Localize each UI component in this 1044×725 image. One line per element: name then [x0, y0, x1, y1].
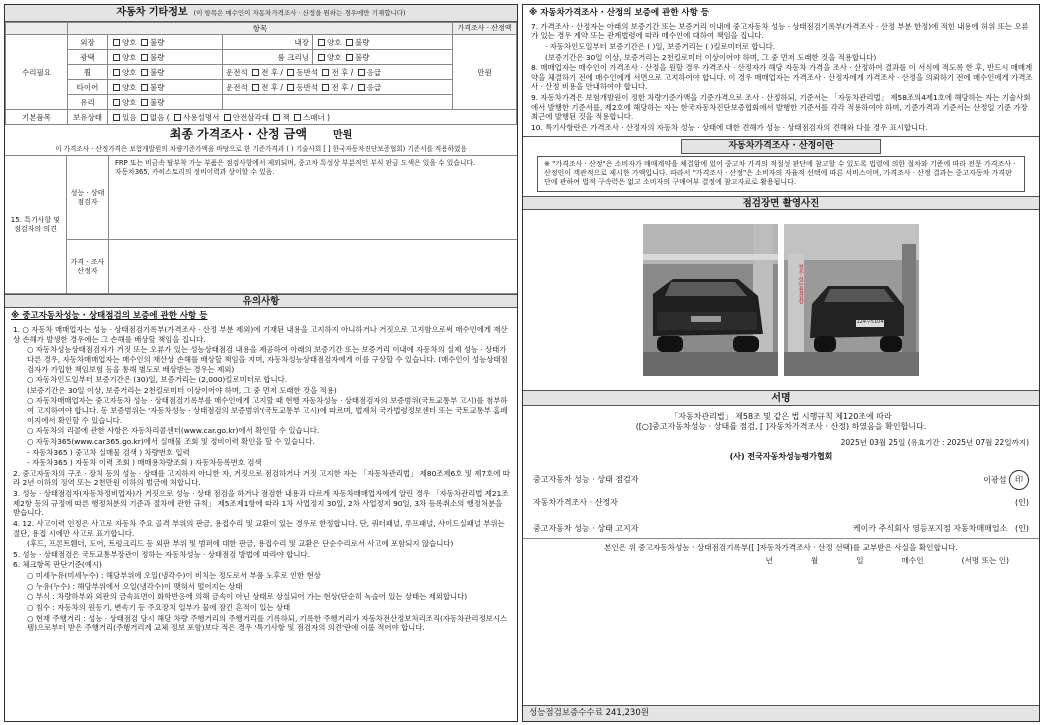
notice-item: ○ 자동차인도일부터 보증기간은 (30)일, 보증거리는 (2,000)킬로미터로 합니다.: [27, 375, 288, 385]
repair-label: 수리필요: [6, 35, 68, 110]
col-item: 항목: [68, 23, 453, 35]
notice-item: 2. 중고자동차의 구조 · 장치 등의 성능 · 상태를 고지하지 아니한 자, 거짓으로 점검하거나 거짓 고지한 자는 「자동차관리법」 제80조제6호 및 제7호에 따라 2년 이하의 징역 또는 2천만원 이하의 벌금에 처합니다.: [13, 468, 510, 488]
col-price: 가격조사 · 산정액: [453, 23, 517, 35]
left-column: [4, 4, 518, 722]
tire-positions[interactable]: 운전석 전 후 / 동반석 전 후 / 응급: [223, 80, 453, 95]
inspector-name: 이광섭: [983, 475, 1007, 485]
notice-item: (보증기간은 30일 이상, 보증거리는 2천킬로미터 이상이어야 하며, 그 중 먼저 도래한 것을 적용): [27, 385, 337, 395]
wheel-positions[interactable]: 운전석 전 후 / 동반석 전 후 / 응급: [223, 65, 453, 80]
pole-sign: 청우 성능점검장: [797, 263, 803, 305]
perf-label: 성능 · 상태 점검자: [67, 156, 109, 239]
notice-item: 10. 특기사항란은 가격조사 · 산정자의 자동차 성능 · 상태에 대한 견해가 성능 · 상태점검자의 견해와 다를 경우 표시합니다.: [531, 122, 928, 132]
notice-list: [5, 325, 517, 633]
notice-item: ○ 자동차성능상태점검자가 거짓 또는 오류가 있는 성능상태점검 내용을 제공하여 아래의 보증기간 또는 보증거리 이내에 자동차의 실제 성능 · 상태가 다른 경우, 자동차매매업자는 매수인의 재산상 손해를 배상할 책임을 지며, 자동차성능상태점검자에게 이를 구상할 수 있습니다. (매수인이 성능상태점검자가 가입한 책임보험 등을 통해 별도로 배상받는 경우는 제외): [27, 345, 508, 374]
notice-item: 7. 가격조사 · 산정자는 아래의 보증기간 또는 보증거리 이내에 중고자동차 성능 · 상태점검기록부(가격조사 · 산정 부분 한정)에 적힌 내용에 허위 또는 오류가 있는 경우 계약 또는 관계법령에 따라 매수인에 대하여 책임을 집니다.: [531, 21, 1029, 41]
inspection-photo-rear: [784, 224, 919, 376]
interior-options[interactable]: 양호 불량: [313, 35, 453, 50]
plate-number: 124수5104: [856, 318, 884, 325]
sign-dates: 2025년 03월 25일 (유효기간 : 2025년 07월 22일까지): [840, 437, 1029, 447]
notice-item: 4. 12. 사고이력 인정은 사고로 자동차 주요 골격 부위의 판금, 용접수리 및 교환이 있는 경우로 한정합니다. 단, 쿼터패널, 루프패널, 사이드실패널 부위는 절단, 용접 시에만 사고로 표기합니다.: [13, 518, 505, 538]
unit-label: 만원: [453, 35, 517, 110]
perf-text-1: FRP 또는 비금속 탈부착 가능 부품은 점검사항에서 제외되며, 중고차 특성상 부분적인 부식 판금 도색은 있을 수 있습니다.: [115, 159, 476, 168]
notice-item: - 자동차365 ) 자동차 이력 조회 ) 매매용차량조회 ) 자동차등록번호 검색: [27, 458, 262, 468]
special-label: 15. 특기사항 및 점검자의 의견: [5, 156, 67, 293]
photo-area: [523, 210, 1039, 390]
final-price-note: 이 가격조사 · 산정가격은 보험개발원의 차량기준가액을 바탕으로 한 기준가격과 ( ) 기술사회 [ ] 한국자동차진단보증협회) 기준서를 적용하였음: [5, 143, 517, 156]
tire-options[interactable]: 양호 불량: [108, 80, 223, 95]
notice-item: 9. 자동차가격은 보험개발원이 정한 차량기준가액을 기준가격으로 조사 · 산정하되, 기준서는 「자동차관리법」 제58조의4제1호에 해당하는 자는 기술사회에서 발행한 기준서를, 제2호에 해당하는 자는 한국자동차진단보증협회에서 발행한 기준서를 각각 적용하여야 하며, 기준가격과 기준서는 산정일 기준 가장 최근에 발행된 것을 적용합니다.: [531, 93, 1031, 122]
notice-item: 6. 체크항목 판단기준(예시): [13, 560, 102, 570]
gloss-options[interactable]: 양호 불량: [108, 50, 223, 65]
right-column: ※ 자동차가격조사 · 산정의 보증에 관한 사항 등 7. 가격조사 · 산정자는 아래의 보증기간 또는 보증거리 이내에 중고자동차 성능 · 상태점검기록부(가격조사 · 산정 부분 한정)에 적힌 내용에 허위 또는 오류가 있는 경우 계약 또는 관계법령에 따라 매수인에 대하여 책임을 집니다. · 자동차인도일부터 보증기간은 ( )일, 보증거리는 ( )킬로미터로 합니다. (보증기간은 30일 이상, 보증거리는 2천킬로미터 이상이어야 하며, 그 중 먼저 도래한 것을 적용합니다) 8. 매매업자는 매수인이 가격조사 · 산정을 원할 경우 가격조사 · 산정자가 해당 자동차 가격을 조사 · 산정하여 결과를 이 서식에 적도록 한 후, 반드시 매매계약을 체결하기 전에 매수인에게 서면으로 고지하여야 합니다. 이 경우 매매업자는 가격조사 · 산정자에게 가격조사 · 산정을 의뢰하기 전에 매수인에게 가격조사 · 산정 비용을 안내하여야 합니다. 9. 자동차가격은 보험개발원이 정한 차량기준가액을 기준가격으로 조사 · 산정하되, 기준서는 「자동차관리법」 제58조의4제1호에 해당하는 자는 기술사회에서 발행한 기준서를, 제2호에 해당하는 자는 한국자동차진단보증협회에서 발행한 기준서를 각각 적용하여야 하며, 기준가격과 기준서는 산정일 기준 가장 최근에 발행된 것을 적용합니다. 10. 특기사항란은 가격조사 · 산정자의 자동차 성능 · 상태에 대한 견해가 성능 · 상태점검자의 견해와 다를 경우 표시합니다. 자동차가격조사 · 산정이란 ※ "가격조사 · 산정"은 소비자가 매매계약을 체결함에 있어 중고차 가격의 적절성 판단에 참고할 수 있도록 법령에 의한 절차와 기준에 따라 전문 가격조사 · 산정인이 객관적으로 제시한 가액입니다. 따라서 "가격조사 · 산정"은 소비자의 자율적 선택에 따른 서비스이며, 가격조사 · 산정 결과는 중고자동차 가격판단에 관하여 법적 구속력은 없고 소비자의 구매여부 결정에 참고자료로 활용됩니다. 점검장면 촬영사진 124수5104 청우 성능점검장 서명 「자동차관리법」 제58조 및 같은 법 시행규칙 제120조에 따라 ([○]중고자동차성능 · 상태를 점검, [ ]자동차가격조사 · 산정) 하였음을 확인합니다. 2025년 03월 25일 (유효기간 : 2025년 07월 22일까지) (사) 전국자동차성능평가협회 중고자동차 성능 · 상태 점검자 이광섭 印 자동차가격조사 · 산정자 (인) 중고자동차 성능 · 상태 고지자 케이카 주식회사 영등포지점 자동차매매업소 (인) 본인은 위 중고자동차성능 · 상태점검기록부([ ]자동차가격조사 · 산정 선택)를 교부받은 사실을 확인합니다. 년 월 일 매수인 (서명 또는 인) 성능점검보증수수료 241,230원: [522, 4, 1040, 722]
notice-item: ○ 미세누유(미세누수) : 해당부위에 오일(냉각수)이 비치는 정도로서 부품 노후로 인한 현상: [27, 571, 321, 580]
notice-item: ○ 자동차의 리콜에 관한 사항은 자동차리콜센터(www.car.go.kr)에서 확인할 수 있습니다.: [27, 426, 320, 436]
exterior-options[interactable]: 양호 불량: [108, 35, 223, 50]
notice-item: ○ 침수 : 자동차의 원동기, 변속기 등 주요장치 일부가 물에 잠긴 흔적이 있는 상태: [27, 602, 291, 612]
notifier-name: 케이카 주식회사 영등포지점 자동차매매업소: [852, 524, 1008, 534]
other-info-title: 자동차 기타정보 (이 항목은 매수인이 자동차가격조사 · 산정을 원하는 경우에만 기재합니다): [5, 5, 517, 22]
notice-item: (보증기간은 30일 이상, 보증거리는 2천킬로미터 이상이어야 하며, 그 중 먼저 도래한 것을 적용합니다): [545, 52, 877, 62]
photo-title: 점검장면 촬영사진: [523, 196, 1039, 210]
price-label: 가격 · 조사 산정자: [67, 240, 109, 293]
receipt-text: 본인은 위 중고자동차성능 · 상태점검기록부([ ]자동차가격조사 · 산정 선택)를 교부받은 사실을 확인합니다.: [604, 543, 958, 553]
final-price: 최종 가격조사 · 산정 금액 만원: [169, 127, 353, 142]
right-list: [523, 22, 1039, 133]
wheel-options[interactable]: 양호 불량: [108, 65, 223, 80]
notice-item: ○ 부식 : 차량하부와 외판의 금속표면이 화학반응에 의해 금속이 아닌 상태로 상실되어 가는 현상(단순히 녹슬어 있는 상태는 제외합니다): [27, 592, 468, 602]
definition-title: 자동차가격조사 · 산정이란: [681, 139, 881, 154]
association: (사) 전국자동차성능평가협회: [729, 452, 833, 462]
seal-stamp: 印: [1009, 470, 1029, 490]
sign-title: 서명: [523, 390, 1039, 406]
basic-label: 기본품목: [6, 110, 68, 125]
notice-item: ○ 현재 주행거리 : 성능 · 상태점검 당시 해당 차량 주행거리의 주행거리를 기록하되, 기록한 주행거리가 자동차전산정보처리조직(자동차관리정보시스템)으로부터 받은 주행거리(주행거리계 교체 정보 포함)보다 적은 경우 '특기사항 및 점검자의 의견'란에 이를 적어야 합니다.: [27, 613, 508, 633]
notice-item: · 자동차인도일부터 보증기간은 ( )일, 보증거리는 ( )킬로미터로 합니다.: [545, 41, 776, 51]
room-options[interactable]: 양호 불량: [313, 50, 453, 65]
notice-item: 8. 매매업자는 매수인이 가격조사 · 산정을 원할 경우 가격조사 · 산정자가 해당 자동차 가격을 조사 · 산정하여 결과를 이 서식에 적도록 한 후, 반드시 매매계약을 체결하기 전에 매수인에게 서면으로 고지하여야 합니다. 이 경우 매매업자는 가격조사 · 산정자에게 가격조사 · 산정을 의뢰하기 전에 매수인에게 가격조사 · 산정 비용을 안내하여야 합니다.: [531, 63, 1033, 92]
fee-label: 성능점검보증수수료 241,230원: [523, 705, 1039, 721]
notice-item: (후드, 프론트휀더, 도어, 트렁크리드 등 외판 부위 및 범퍼에 대한 판금, 용접수리 및 교환은 단순수리로서 사고에 포함되지 않습니다): [27, 539, 454, 549]
special-notes: [5, 156, 517, 294]
perf-text-2: 자동차365, 카히스토리의 정비이력과 상이할 수 있음.: [115, 168, 275, 177]
notice-title: 유의사항: [5, 294, 517, 308]
notice-item: ○ 자동차365(www.car365.go.kr)에서 실매물 조회 및 정비이력 확인을 할 수 있습니다.: [27, 436, 315, 446]
notice-heading: ※ 중고자동차성능 · 상태점검의 보증에 관한 사항 등: [11, 311, 208, 322]
other-info-note: (이 항목은 매수인이 자동차가격조사 · 산정을 원하는 경우에만 기재합니다): [193, 9, 406, 17]
inspection-photo-front: [643, 224, 778, 376]
notice-item: - 자동차365 ) 중고차 실매물 검색 ) 차량번호 입력: [27, 447, 190, 457]
sign-line-1: 「자동차관리법」 제58조 및 같은 법 시행규칙 제120조에 따라: [670, 411, 892, 421]
basic-options[interactable]: 있음 없음 ( 사용설명서 안전삼각대 잭 스패너 ): [108, 110, 517, 125]
notice-item: ○ 누유(누수) : 해당부위에서 오일(냉각수)이 맺혀서 떨어지는 상태: [27, 581, 243, 591]
notice-item: 5. 성능 · 상태점검은 국토교통부장관이 정하는 자동차성능 · 상태점검 방법에 따라야 합니다.: [13, 549, 310, 559]
other-info-table: 항목 가격조사 · 산정액 수리필요 외장 양호 불량 내장 양호 불량 만원 광택 양호 불량 룸 크리닝 양호 불량 휠 양호 불량 운전석 전 후 / 동반석 전 후 / 응급 타이어 양호 불량 운전석 전 후 / 동반석 전 후 / 응급 유리 양호 불량 기본품목 보유상태 있음 없음 ( 사용설명서 안전삼각대 잭 스패너 ): [5, 22, 517, 125]
glass-options[interactable]: 양호 불량: [108, 95, 223, 110]
notice-item: ○ 자동차매매업자는 중고자동차 성능 · 상태점검기록부를 매수인에게 고지할 때 현행 자동차성능 · 상태점검자의 보증범위(국토교통부 고시)를 첨부하여 고지하여야 합니다. 동 보증범위는 '자동차성능 · 상태점검의 보증범위'(국토교통부 고시)에 따르며, 법제처 국가법령정보센터 또는 국토교통부 홈페이지에서 확인할 수 있습니다.: [27, 396, 508, 425]
sign-line-2: ([○]중고자동차성능 · 상태를 점검, [ ]자동차가격조사 · 산정) 하였음을 확인합니다.: [635, 421, 927, 431]
right-heading: ※ 자동차가격조사 · 산정의 보증에 관한 사항 등: [529, 8, 710, 18]
notice-item: 1. ○ 자동차 매매업자는 성능 · 상태점검기록부(가격조사 · 산정 부분 제외)에 기재된 내용을 고지하지 아니하거나 거짓으로 고지함으로써 매수인에게 재산상 손해가 발생한 경우에는 그 손해를 배상할 책임을 집니다.: [13, 325, 508, 344]
notice-item: 3. 성능 · 상태점검자(자동차정비업자)가 거짓으로 성능 · 상태 점검을 하거나 점검한 내용과 다르게 자동차매매업자에게 알린 경우 「자동차관리법 제21조제2항 등의 규정에 따른 행정처분의 기준과 절차에 관한 규칙」 제5조제1항에 따라 1차 사업정지 30일, 2차 사업정지 90일, 3차 등록취소의 행정처분을 받습니다.: [13, 489, 509, 518]
definition-text: ※ "가격조사 · 산정"은 소비자가 매매계약을 체결함에 있어 중고차 가격의 적절성 판단에 참고할 수 있도록 법령에 의한 절차와 기준에 따라 전문 가격조사 · 산정인이 객관적으로 제시한 가액입니다. 따라서 "가격조사 · 산정"은 소비자의 자율적 선택에 따른 서비스이며, 가격조사 · 산정 결과는 중고자동차 가격판단에 관하여 법적 구속력은 없고 소비자의 구매여부 결정에 참고자료로 활용됩니다.: [537, 156, 1025, 192]
